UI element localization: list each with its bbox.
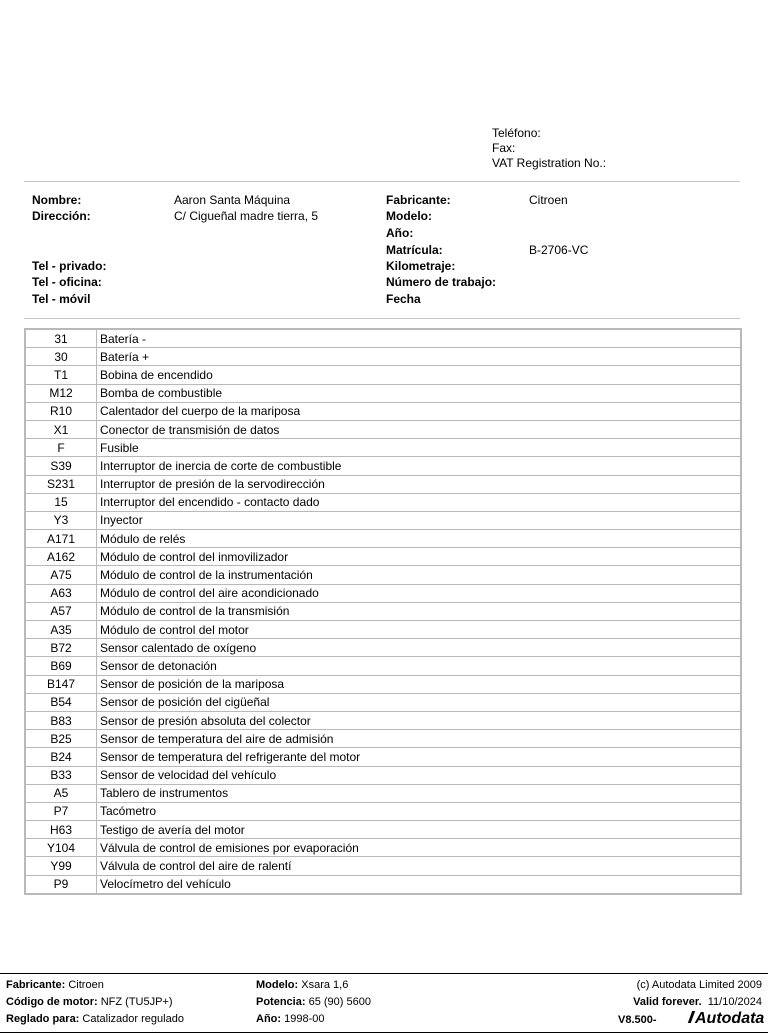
component-name: Válvula de control de emisiones por evaporación bbox=[97, 839, 741, 857]
component-name: Sensor de posición del cigüeñal bbox=[97, 693, 741, 711]
year-label: Año: bbox=[386, 226, 414, 240]
plate-label: Matrícula: bbox=[386, 243, 443, 257]
component-name: Módulo de control del aire acondicionado bbox=[97, 584, 741, 602]
table-row bbox=[26, 584, 741, 602]
component-name: Interruptor de presión de la servodirección bbox=[97, 475, 741, 493]
component-name: Módulo de control del inmovilizador bbox=[97, 548, 741, 566]
component-code: A35 bbox=[26, 621, 97, 639]
component-code: A162 bbox=[26, 548, 97, 566]
component-name: Velocímetro del vehículo bbox=[97, 875, 741, 893]
address-label: Dirección: bbox=[32, 209, 91, 223]
table-row bbox=[26, 384, 741, 402]
table-row bbox=[26, 330, 741, 348]
component-name: Módulo de control de la instrumentación bbox=[97, 566, 741, 584]
date-label: Fecha bbox=[386, 292, 421, 306]
component-name: Conector de transmisión de datos bbox=[97, 420, 741, 438]
component-name: Testigo de avería del motor bbox=[97, 821, 741, 839]
table-row bbox=[26, 857, 741, 875]
contact-block bbox=[492, 126, 606, 171]
table-row bbox=[26, 602, 741, 620]
component-name: Sensor de presión absoluta del colector bbox=[97, 711, 741, 729]
component-code: A5 bbox=[26, 784, 97, 802]
address-value: C/ Cigueñal madre tierra, 5 bbox=[174, 209, 319, 223]
footer-year bbox=[256, 1013, 324, 1025]
model-label: Modelo: bbox=[386, 209, 432, 223]
table-row bbox=[26, 766, 741, 784]
footer-maker bbox=[6, 979, 104, 991]
component-name: Fusible bbox=[97, 439, 741, 457]
component-name: Sensor de posición de la mariposa bbox=[97, 675, 741, 693]
table-row bbox=[26, 402, 741, 420]
table-row bbox=[26, 802, 741, 820]
footer bbox=[0, 973, 768, 1033]
component-name: Sensor de velocidad del vehículo bbox=[97, 766, 741, 784]
component-name: Válvula de control del aire de ralentí bbox=[97, 857, 741, 875]
table-row bbox=[26, 457, 741, 475]
component-code: A171 bbox=[26, 530, 97, 548]
job-number-label: Número de trabajo: bbox=[386, 275, 497, 289]
maker-label: Fabricante: bbox=[386, 193, 451, 207]
component-code: A63 bbox=[26, 584, 97, 602]
fax-label: Fax: bbox=[492, 141, 516, 155]
component-name: Sensor calentado de oxígeno bbox=[97, 639, 741, 657]
table-row bbox=[26, 420, 741, 438]
component-name: Interruptor de inercia de corte de combustible bbox=[97, 457, 741, 475]
footer-tuned bbox=[6, 1013, 184, 1025]
component-code: A57 bbox=[26, 602, 97, 620]
component-code: B54 bbox=[26, 693, 97, 711]
component-code: T1 bbox=[26, 366, 97, 384]
component-name: Módulo de relés bbox=[97, 530, 741, 548]
name-label: Nombre: bbox=[32, 193, 82, 207]
component-code: B72 bbox=[26, 639, 97, 657]
component-code: B25 bbox=[26, 730, 97, 748]
table-row bbox=[26, 439, 741, 457]
footer-valid bbox=[633, 996, 762, 1008]
footer-power-label: Potencia: bbox=[256, 996, 306, 1008]
info-divider bbox=[24, 318, 740, 319]
footer-maker-label: Fabricante: bbox=[6, 979, 66, 991]
autodata-logo bbox=[690, 1010, 764, 1028]
footer-model-value: Xsara 1,6 bbox=[301, 979, 349, 991]
component-code: A75 bbox=[26, 566, 97, 584]
footer-engine-value: NFZ (TU5JP+) bbox=[100, 996, 173, 1008]
component-code: B147 bbox=[26, 675, 97, 693]
component-code: Y104 bbox=[26, 839, 97, 857]
table-row bbox=[26, 475, 741, 493]
table-row bbox=[26, 730, 741, 748]
component-name: Módulo de control del motor bbox=[97, 621, 741, 639]
footer-copyright: (c) Autodata Limited 2009 bbox=[636, 979, 762, 991]
component-name: Bomba de combustible bbox=[97, 384, 741, 402]
top-divider bbox=[24, 181, 740, 182]
component-code: B24 bbox=[26, 748, 97, 766]
logo-text: Autodata bbox=[695, 1010, 765, 1027]
component-name: Batería - bbox=[97, 330, 741, 348]
component-name: Sensor de temperatura del refrigerante del motor bbox=[97, 748, 741, 766]
component-name: Calentador del cuerpo de la mariposa bbox=[97, 402, 741, 420]
tel-office-label: Tel - oficina: bbox=[32, 275, 102, 289]
footer-valid-date: 11/10/2024 bbox=[707, 996, 762, 1008]
component-code: S39 bbox=[26, 457, 97, 475]
component-code: B69 bbox=[26, 657, 97, 675]
maker-value: Citroen bbox=[529, 193, 568, 207]
component-code: P9 bbox=[26, 875, 97, 893]
table-row bbox=[26, 839, 741, 857]
component-code: F bbox=[26, 439, 97, 457]
table-row bbox=[26, 821, 741, 839]
table-row bbox=[26, 348, 741, 366]
table-row bbox=[26, 657, 741, 675]
table-row bbox=[26, 530, 741, 548]
tel-mobile-label: Tel - móvil bbox=[32, 292, 91, 306]
footer-tuned-label: Reglado para: bbox=[6, 1013, 80, 1025]
component-name: Interruptor del encendido - contacto dado bbox=[97, 493, 741, 511]
footer-tuned-value: Catalizador regulado bbox=[82, 1013, 184, 1025]
component-name: Sensor de temperatura del aire de admisión bbox=[97, 730, 741, 748]
table-row bbox=[26, 693, 741, 711]
component-legend-body bbox=[26, 330, 741, 894]
footer-version: V8.500- bbox=[618, 1014, 657, 1026]
table-row bbox=[26, 639, 741, 657]
table-row bbox=[26, 748, 741, 766]
footer-power-value: 65 (90) 5600 bbox=[308, 996, 371, 1008]
component-name: Tacómetro bbox=[97, 802, 741, 820]
component-legend-table bbox=[24, 328, 742, 895]
component-name: Inyector bbox=[97, 511, 741, 529]
component-name: Módulo de control de la transmisión bbox=[97, 602, 741, 620]
footer-maker-value: Citroen bbox=[68, 979, 104, 991]
component-code: Y99 bbox=[26, 857, 97, 875]
component-name: Batería + bbox=[97, 348, 741, 366]
table-row bbox=[26, 566, 741, 584]
component-code: M12 bbox=[26, 384, 97, 402]
table-row bbox=[26, 711, 741, 729]
table-row bbox=[26, 511, 741, 529]
footer-year-value: 1998-00 bbox=[284, 1013, 325, 1025]
component-code: 15 bbox=[26, 493, 97, 511]
table-row bbox=[26, 875, 741, 893]
component-code: 30 bbox=[26, 348, 97, 366]
mileage-label: Kilometraje: bbox=[386, 259, 456, 273]
component-code: R10 bbox=[26, 402, 97, 420]
vat-label: VAT Registration No.: bbox=[492, 156, 607, 170]
table-row bbox=[26, 366, 741, 384]
footer-valid-label: Valid forever. bbox=[633, 996, 702, 1008]
phone-label: Teléfono: bbox=[492, 126, 541, 140]
table-row bbox=[26, 548, 741, 566]
component-code: B33 bbox=[26, 766, 97, 784]
component-name: Bobina de encendido bbox=[97, 366, 741, 384]
table-row bbox=[26, 675, 741, 693]
name-value: Aaron Santa Máquina bbox=[174, 193, 291, 207]
footer-year-label: Año: bbox=[256, 1013, 282, 1025]
footer-model bbox=[256, 979, 348, 991]
component-code: Y3 bbox=[26, 511, 97, 529]
footer-model-label: Modelo: bbox=[256, 979, 299, 991]
table-row bbox=[26, 621, 741, 639]
table-row bbox=[26, 784, 741, 802]
component-code: X1 bbox=[26, 420, 97, 438]
component-code: S231 bbox=[26, 475, 97, 493]
footer-power bbox=[256, 996, 371, 1008]
component-name: Tablero de instrumentos bbox=[97, 784, 741, 802]
component-code: H63 bbox=[26, 821, 97, 839]
table-row bbox=[26, 493, 741, 511]
component-code: B83 bbox=[26, 711, 97, 729]
tel-private-label: Tel - privado: bbox=[32, 259, 107, 273]
footer-engine-label: Código de motor: bbox=[6, 996, 98, 1008]
component-code: P7 bbox=[26, 802, 97, 820]
component-code: 31 bbox=[26, 330, 97, 348]
plate-value: B-2706-VC bbox=[529, 243, 589, 257]
component-name: Sensor de detonación bbox=[97, 657, 741, 675]
footer-engine bbox=[6, 996, 173, 1008]
